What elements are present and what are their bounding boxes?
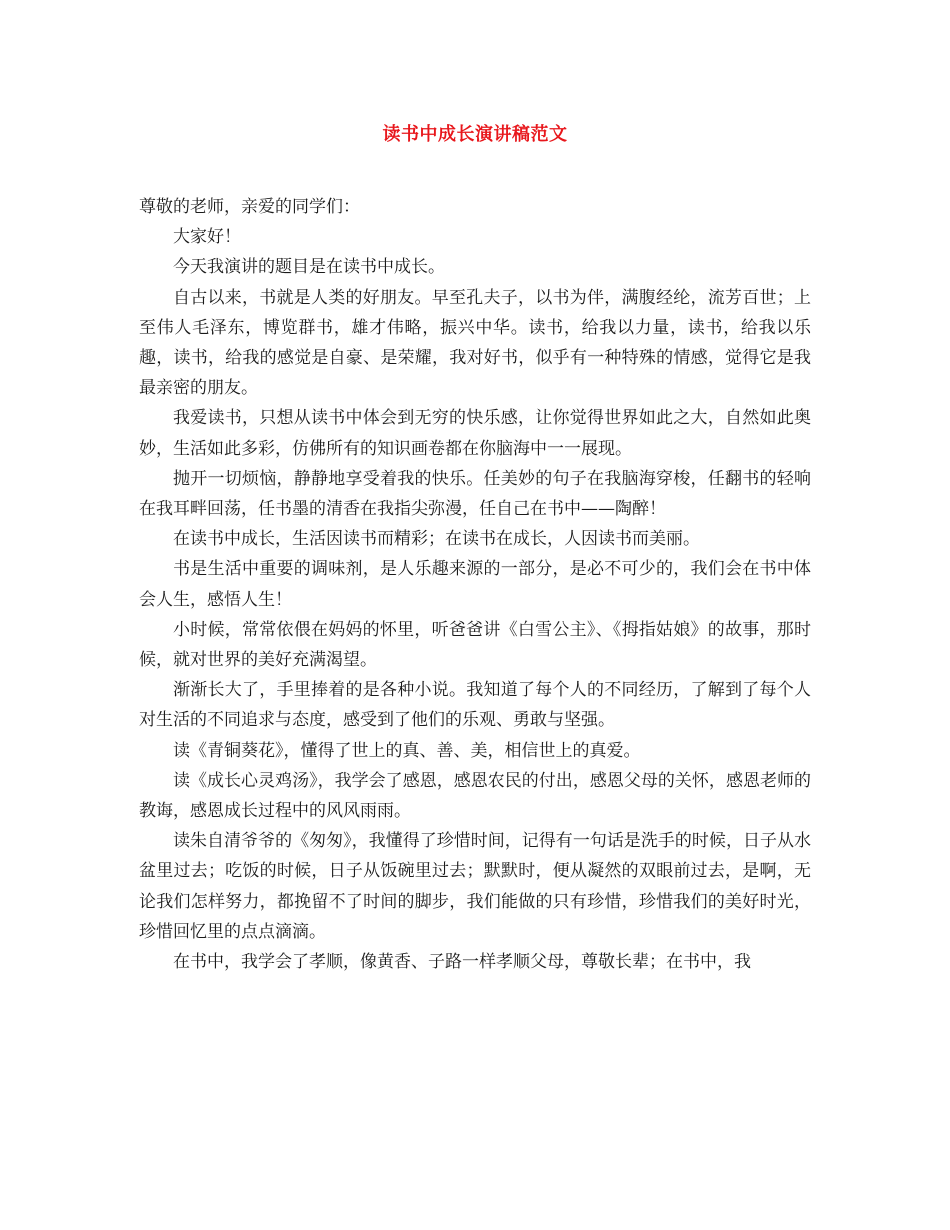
paragraph: 小时候，常常依偎在妈妈的怀里，听爸爸讲《白雪公主》、《拇指姑娘》的故事，那时候，就对世界的美好充满渴望。 bbox=[139, 619, 811, 671]
document-title: 读书中成长演讲稿范文 bbox=[382, 124, 568, 145]
paragraph: 抛开一切烦恼，静静地享受着我的快乐。任美妙的句子在我脑海穿梭，任翻书的轻响在我耳畔回荡，任书墨的清香在我指尖弥漫，任自己在书中——陶醉！ bbox=[139, 468, 811, 520]
paragraph: 我爱读书，只想从读书中体会到无穷的快乐感，让你觉得世界如此之大，自然如此奥妙，生活如此多彩，仿佛所有的知识画卷都在你脑海中一一展现。 bbox=[139, 408, 811, 459]
paragraph: 在读书中成长，生活因读书而精彩；在读书在成长，人因读书而美丽。 bbox=[173, 529, 700, 550]
salutation: 尊敬的老师，亲爱的同学们： bbox=[139, 197, 360, 217]
paragraph: 自古以来，书就是人类的好朋友。早至孔夫子，以书为伴，满腹经纶，流芳百世；上至伟人毛泽东，博览群书，雄才伟略，振兴中华。读书，给我以力量，读书，给我以乐趣，读书，给我的感觉是自豪、是荣耀，我对好书，似乎有一种特殊的情感，觉得它是我最亲密的朋友。 bbox=[139, 287, 811, 399]
paragraph: 读《青铜葵花》，懂得了世上的真、善、美，相信世上的真爱。 bbox=[173, 740, 641, 761]
paragraph: 今天我演讲的题目是在读书中成长。 bbox=[173, 257, 445, 278]
paragraph: 读《成长心灵鸡汤》，我学会了感恩，感恩农民的付出，感恩父母的关怀，感恩老师的教诲，感恩成长过程中的风风雨雨。 bbox=[139, 770, 811, 822]
paragraph: 渐渐长大了，手里捧着的是各种小说。我知道了每个人的不同经历，了解到了每个人对生活的不同追求与态度，感受到了他们的乐观、勇敢与坚强。 bbox=[139, 680, 811, 731]
paragraph: 读朱自清爷爷的《匆匆》，我懂得了珍惜时间，记得有一句话是洗手的时候，日子从水盆里过去；吃饭的时候，日子从饭碗里过去；默默时，便从凝然的双眼前过去，是啊，无论我们怎样努力，都挽留不了时间的脚步，我们能做的只有珍惜，珍惜我们的美好时光，珍惜回忆里的点点滴滴。 bbox=[139, 831, 811, 942]
document-body bbox=[139, 192, 811, 977]
paragraph: 书是生活中重要的调味剂，是人乐趣来源的一部分，是必不可少的，我们会在书中体会人生，感悟人生！ bbox=[139, 559, 811, 610]
paragraph: 在书中，我学会了孝顺，像黄香、子路一样孝顺父母，尊敬长辈；在书中，我 bbox=[173, 952, 751, 973]
paragraph: 大家好！ bbox=[173, 227, 241, 248]
